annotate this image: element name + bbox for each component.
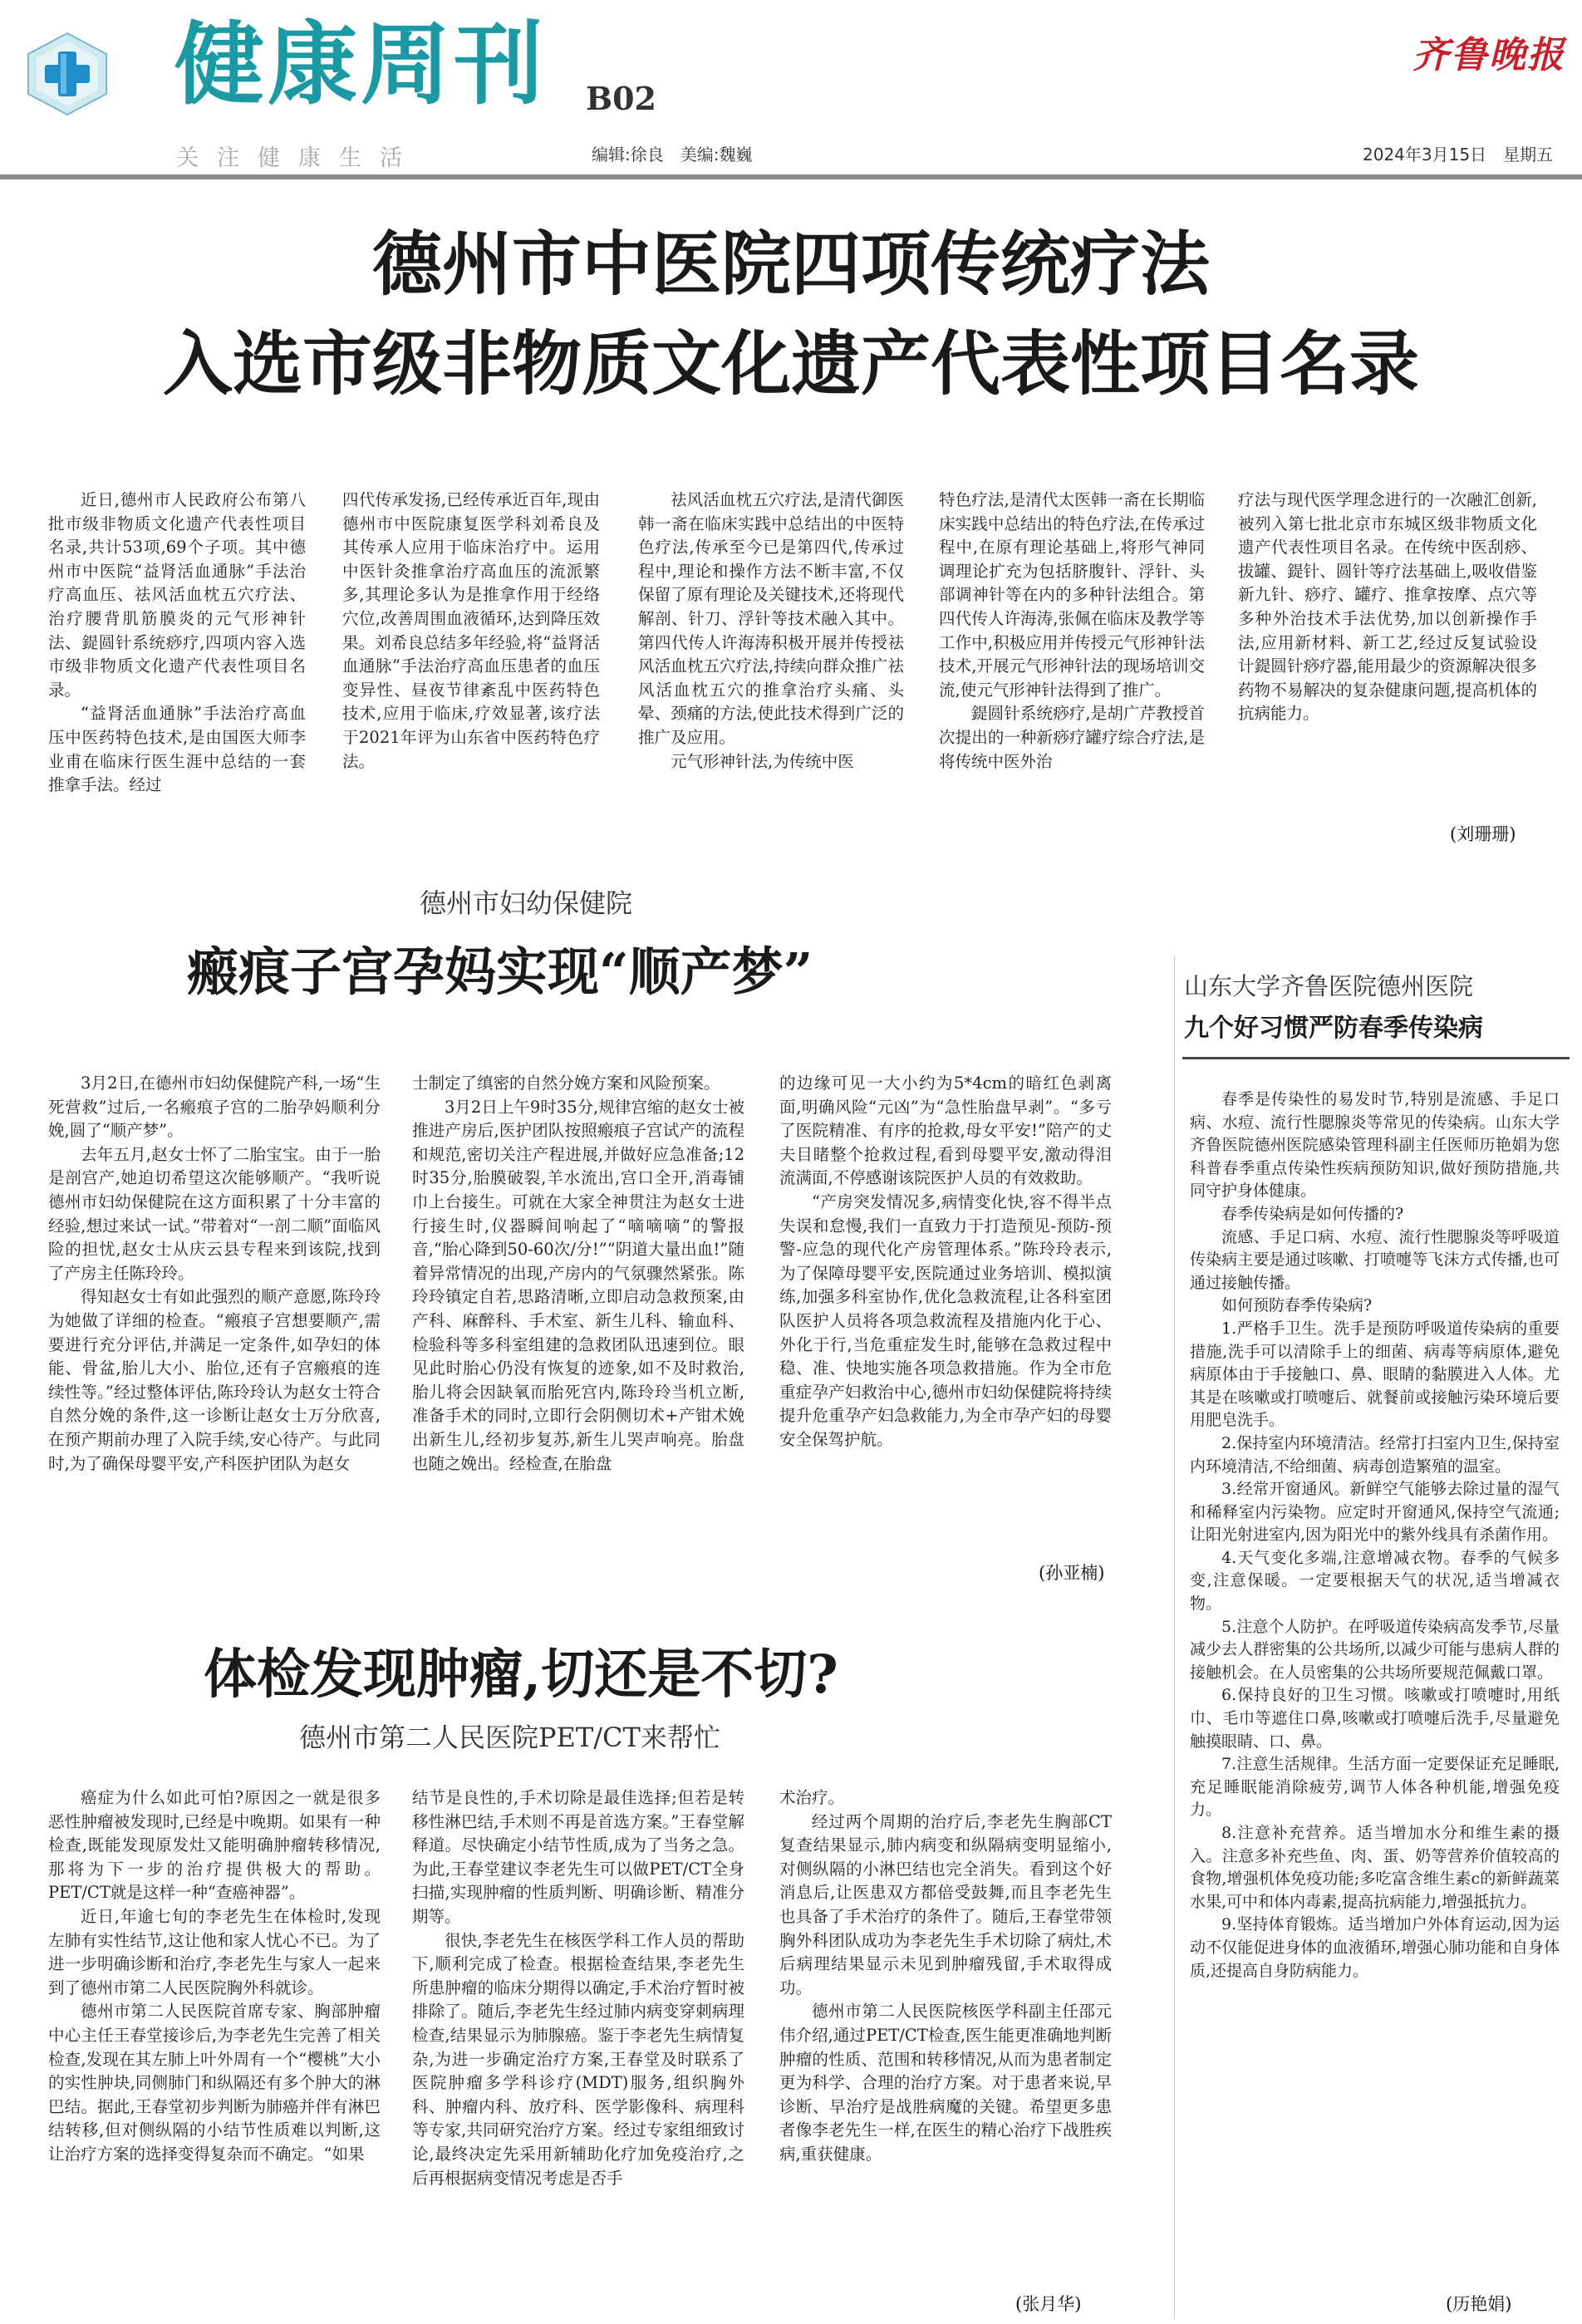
lead-column-1 xyxy=(48,489,306,854)
paragraph: 3月2日上午9时35分,规律宫缩的赵女士被推进产房后,医护团队按照瘢痕子宫试产的流程和规范,密切关注产程进展,并做好应急准备;12时35分,胎膜破裂,羊水流出,宫口全开,消毒铺巾上台接生。可就在大家全神贯注为赵女士进行接生时,仪器瞬间响起了“嘀嘀嘀”的警报音,“胎心降到50-60次/分!”“阴道大量出血!”随着异常情况的出现,产房内的气氛骤然紧张。陈玲玲镇定自若,思路清晰,立即启动急救预案,由产科、麻醉科、手术室、新生儿科、输血科、检验科等多科室组建的急救团队迅速到位。眼见此时胎心仍没有恢复的迹象,如不及时救治,胎儿将会因缺氧而胎死宫内,陈玲玲当机立断,准备手术的同时,立即行会阴侧切术+产钳术娩出新生儿,经初步复苏,新生儿哭声响亮。胎盘也随之娩出。经检查,在胎盘 xyxy=(412,1097,744,1473)
lead-headline-line1: 德州市中医院四项传统疗法 xyxy=(371,223,1210,305)
story2-column-2 xyxy=(412,1072,744,1587)
paragraph: 近日,德州市人民政府公布第八批市级非物质文化遗产代表性项目名录,共计53项,69个子项。其中德州市中医院“益肾活血通脉”手法治疗高血压、祛风活血枕五穴疗法、治疗腰背肌筋膜炎的元气形神针法、鍉圆针系统痧疗,四项内容入选市级非物质文化遗产代表性项目名录。 xyxy=(48,490,306,700)
issue-date: 2024年3月15日 星期五 xyxy=(1363,145,1554,165)
paragraph: 得知赵女士有如此强烈的顺产意愿,陈玲玲为她做了详细的检查。“瘢痕子宫想要顺产,需要进行充分评估,并满足一定条件,如孕妇的体能、骨盆,胎儿大小、胎位,还有子宫瘢痕的连续性等。”经过整体评估,陈玲玲认为赵女士符合自然分娩的条件,这一诊断让赵女士万分欣喜,在预产期前办理了入院手续,安心待产。与此同时,为了确保母婴平安,产科医护团队为赵女 xyxy=(48,1287,381,1473)
lead-column-2 xyxy=(342,489,600,854)
story2-column-1 xyxy=(48,1072,381,1587)
sidebar-kicker: 山东大学齐鲁医院德州医院 xyxy=(1184,972,1474,1000)
paragraph: “益肾活血通脉”手法治疗高血压中医药特色技术,是由国医大师李业甫在临床行医生涯中总结的一套推拿手法。经过 xyxy=(48,704,306,795)
health-cross-icon xyxy=(25,32,110,116)
sidebar-headline: 九个好习惯严防春季传染病 xyxy=(1184,1014,1483,1043)
newspaper-logo: 齐鲁晚报 xyxy=(1412,34,1565,76)
paragraph: 祛风活血枕五穴疗法,是清代御医韩一斋在临床实践中总结出的中医特色疗法,传承至今已是第四代,传承过程中,理论和操作方法不断丰富,不仅保留了原有理论及关键技术,还将现代解剖、针刀、浮针等技术融入其中。第四代传人许海涛积极开展并传授祛风活血枕五穴疗法,持续向群众推广祛风活血枕五穴的推拿治疗头痛、头晕、颈痛的方法,使此技术得到广泛的推广及应用。 xyxy=(638,490,904,747)
story2-column-3 xyxy=(779,1072,1112,1554)
tip-item: 1.严格手卫生。洗手是预防呼吸道传染病的重要措施,洗手可以清除手上的细菌、病毒等病原体,避免病原体由于手接触口、鼻、眼睛的黏膜进入人体。尤其是在咳嗽或打喷嚏后、就餐前或接触污染环境后要用肥皂洗手。 xyxy=(1190,1319,1560,1430)
paragraph: 疗法与现代医学理念进行的一次融汇创新,被列入第七批北京市东城区级非物质文化遗产代表性项目名录。在传统中医刮痧、拔罐、鍉针、圆针等疗法基础上,吸收借鉴新九针、痧疗、罐疗、推拿按摩、点穴等多种外治技术手法优势,加以创新操作手法,应用新材料、新工艺,经过反复试验设计鍉圆针痧疗器,能用最少的资源解决很多药物不易解决的复杂健康问题,提高机体的抗病能力。 xyxy=(1238,490,1537,724)
tip-item: 6.保持良好的卫生习惯。咳嗽或打喷嚏时,用纸巾、毛巾等遮住口鼻,咳嗽或打喷嚏后洗手,尽量避免触摸眼睛、口、鼻。 xyxy=(1190,1686,1560,1751)
paragraph: 3月2日,在德州市妇幼保健院产科,一场“生死营救”过后,一名瘢痕子宫的二胎孕妈顺利分娩,圆了“顺产梦”。 xyxy=(48,1074,381,1141)
editor-credits: 编辑:徐良 美编:魏巍 xyxy=(592,145,753,165)
paragraph: 结节是良性的,手术切除是最佳选择;但若是转移性淋巴结,手术则不再是首选方案。”王春堂解释道。尽快确定小结节性质,成为了当务之急。为此,王春堂建议李老先生可以做PET/CT全身扫描,实现肿瘤的性质判断、明确诊断、精准分期等。 xyxy=(412,1788,744,1926)
paragraph: 德州市第二人民医院核医学科副主任邵元伟介绍,通过PET/CT检查,医生能更准确地判断肿瘤的性质、范围和转移情况,从而为患者制定更为科学、合理的治疗方案。对于患者来说,早诊断、早治疗是战胜病魔的关键。希望更多患者像李老先生一样,在医生的精心治疗下战胜疾病,重获健康。 xyxy=(779,2002,1112,2164)
tip-item: 8.注意补充营养。适当增加水分和维生素的摄入。注意多补充些鱼、肉、蛋、奶等营养价值较高的食物,增强机体免疫功能;多吃富含维生素c的新鲜蔬菜水果,可中和体内毒素,提高抗病能力,增强抵抗力。 xyxy=(1190,1824,1560,1911)
story2-kicker: 德州市妇幼保健院 xyxy=(420,887,633,919)
paragraph: “产房突发情况多,病情变化快,容不得半点失误和怠慢,我们一直致力于打造预见-预防-预警-应急的现代化产房管理体系。”陈玲玲表示,为了保障母婴平安,医院通过业务培训、模拟演练,加强多科室协作,优化急救流程,让各科室团队医护人员将各项急救流程及措施内化于心、外化于行,当危重症发生时,能够在急救过程中稳、准、快地实施各项急救措施。作为全市危重症孕产妇救治中心,德州市妇幼保健院将持续提升危重孕产妇急救能力,为全市孕产妇的母婴安全保驾护航。 xyxy=(779,1191,1112,1449)
tip-item: 4.天气变化多端,注意增减衣物。春季的气候多变,注意保暖。一定要根据天气的状况,适当增减衣物。 xyxy=(1190,1548,1560,1614)
story3-column-3 xyxy=(779,1786,1112,2285)
paragraph: 流感、手足口病、水痘、流行性腮腺炎等呼吸道传染病主要是通过咳嗽、打喷嚏等飞沫方式传播,也可通过接触传播。 xyxy=(1190,1227,1560,1292)
story3-kicker: 德州市第二人民医院PET/CT来帮忙 xyxy=(299,1722,720,1753)
paragraph: 近日,年逾七旬的李老先生在体检时,发现左肺有实性结节,这让他和家人忧心不已。为了进一步明确诊断和治疗,李老先生与家人一起来到了德州市第二人民医院胸外科就诊。 xyxy=(48,1906,381,1997)
paragraph: 鍉圆针系统痧疗,是胡广芹教授首次提出的一种新痧疗罐疗综合疗法,是将传统中医外治 xyxy=(939,704,1205,771)
story2-headline: 瘢痕子宫孕妈实现“顺产梦” xyxy=(187,941,813,1002)
page-number: B02 xyxy=(586,80,656,117)
paragraph: 经过两个周期的治疗后,李老先生胸部CT复查结果显示,肺内病变和纵隔病变明显缩小,对侧纵隔的小淋巴结也完全消失。看到这个好消息后,让医患双方都倍受鼓舞,而且李老先生也具备了手术治疗的条件了。随后,王春堂带领胸外科团队成功为李老先生手术切除了病灶,术后病理结果显示未见到肿瘤残留,手术取得成功。 xyxy=(779,1811,1112,1997)
masthead-slogan: 关注健康生活 xyxy=(176,145,420,171)
tip-item: 5.注意个人防护。在呼吸道传染病高发季节,尽量减少去人群密集的公共场所,以减少可能与患病人群的接触机会。在人员密集的公共场所要规范佩戴口罩。 xyxy=(1190,1617,1560,1682)
lead-column-3 xyxy=(638,489,904,854)
sidebar-body xyxy=(1190,1088,1560,2277)
story3-column-2 xyxy=(412,1786,744,2318)
subheading: 春季传染病是如何传播的? xyxy=(1221,1204,1404,1223)
lead-column-5 xyxy=(1238,489,1537,821)
paragraph: 士制定了缜密的自然分娩方案和风险预案。 xyxy=(412,1074,720,1093)
subheading: 如何预防春季传染病? xyxy=(1221,1296,1373,1315)
sidebar-byline: (历艳娟) xyxy=(1446,2294,1512,2314)
paragraph: 春季是传染性的易发时节,特别是流感、手足口病、水痘、流行性腮腺炎等常见的传染病。山东大学齐鲁医院德州医院感染管理科副主任医师历艳娟为您科普春季重点传染性疾病预防知识,做好预防措施,共同守护身体健康。 xyxy=(1190,1090,1560,1201)
lead-byline: (刘珊珊) xyxy=(1450,824,1516,844)
paragraph: 癌症为什么如此可怕?原因之一就是很多恶性肿瘤被发现时,已经是中晚期。如果有一种检查,既能发现原发灶又能明确肿瘤转移情况,那将为下一步的治疗提供极大的帮助。PET/CT就是这样一种“查癌神器”。 xyxy=(48,1788,381,1903)
story3-headline: 体检发现肿瘤,切还是不切? xyxy=(204,1644,838,1706)
paragraph: 德州市第二人民医院首席专家、胸部肿瘤中心主任王春堂接诊后,为李老先生完善了相关检查,发现在其左肺上叶外周有一个“樱桃”大小的实性肿块,同侧肺门和纵隔还有多个肿大的淋巴结。据此,王春堂初步判断为肺癌并伴有淋巴结转移,但对侧纵隔的小结节性质难以判断,这让治疗方案的选择变得复杂而不确定。“如果 xyxy=(48,2002,381,2164)
paragraph: 四代传承发扬,已经传承近百年,现由德州市中医院康复医学科刘希良及其传承人应用于临床治疗中。运用中医针灸推拿治疗高血压的流派繁多,其理论多认为是推拿作用于经络穴位,改善周围血液循环,达到降压效果。刘希良总结多年经验,将“益肾活血通脉”手法治疗高血压患者的血压变异性、昼夜节律紊乱中医药特色技术,应用于临床,疗效显著,该疗法于2021年评为山东省中医药特色疗法。 xyxy=(342,490,600,771)
paragraph: 术治疗。 xyxy=(779,1788,845,1807)
lead-column-4 xyxy=(939,489,1205,854)
tip-item: 7.注意生活规律。生活方面一定要保证充足睡眠,充足睡眠能消除疲劳,调节人体各种机能,增强免疫力。 xyxy=(1190,1755,1560,1820)
paragraph: 元气形神针法,为传统中医 xyxy=(671,751,854,771)
tip-item: 3.经常开窗通风。新鲜空气能够去除过量的湿气和稀释室内污染物。应定时开窗通风,保持空气流通;让阳光射进室内,因为阳光中的紫外线具有杀菌作用。 xyxy=(1190,1480,1560,1545)
paragraph: 特色疗法,是清代太医韩一斋在长期临床实践中总结出的特色疗法,在传承过程中,在原有理论基础上,将形气神同调理论扩充为包括脐腹针、浮针、头部调神针等在内的多种针法组合。第四代传人许海涛,张佩在临床及教学等工作中,积极应用并传授元气形神针法技术,开展元气形神针法的现场培训交流,使元气形神针法得到了推广。 xyxy=(939,490,1205,700)
paragraph: 的边缘可见一大小约为5*4cm的暗红色剥离面,明确风险“元凶”为“急性胎盘早剥”。“多亏了医院精准、有序的抢救,母女平安!”陪产的丈夫目睹整个抢救过程,看到母婴平安,激动得泪流满面,不停感谢该院医护人员的有效救助。 xyxy=(779,1074,1112,1188)
lead-headline-line2: 入选市级非物质文化遗产代表性项目名录 xyxy=(162,322,1419,405)
story3-column-1 xyxy=(48,1786,381,2318)
story3-byline: (张月华) xyxy=(1015,2294,1082,2314)
paragraph: 去年五月,赵女士怀了二胎宝宝。由于一胎是剖宫产,她迫切希望这次能够顺产。“我听说德州市妇幼保健院在这方面积累了十分丰富的经验,想过来试一试。”带着对“一剖二顺”面临风险的担忧,赵女士从庆云县专程来到该院,找到了产房主任陈玲玲。 xyxy=(48,1144,381,1283)
masthead-title: 健康周刊 xyxy=(174,12,548,117)
tip-item: 9.坚持体育锻炼。适当增加户外体育运动,因为运动不仅能促进身体的血液循环,增强心肺功能和自身体质,还提高自身防病能力。 xyxy=(1190,1915,1560,1980)
paragraph: 很快,李老先生在核医学科工作人员的帮助下,顺利完成了检查。根据检查结果,李老先生所患肿瘤的临床分期得以确定,手术治疗暂时被排除了。随后,李老先生经过肺内病变穿刺病理检查,结果显示为肺腺癌。鉴于李老先生病情复杂,为进一步确定治疗方案,王春堂及时联系了医院肿瘤多学科诊疗(MDT)服务,组织胸外科、肿瘤内科、放疗科、医学影像科、病理科等专家,共同研究治疗方案。经过专家组细致讨论,最终决定先采用新辅助化疗加免疫治疗,之后再根据病变情况考虑是否手 xyxy=(412,1930,744,2188)
story2-byline: (孙亚楠) xyxy=(1039,1563,1105,1583)
masthead-rule xyxy=(0,174,1582,179)
sidebar-rule xyxy=(1182,1057,1570,1059)
tip-item: 2.保持室内环境清洁。经常打扫室内卫生,保持室内环境清洁,不给细菌、病毒创造繁殖的温室。 xyxy=(1190,1433,1560,1476)
